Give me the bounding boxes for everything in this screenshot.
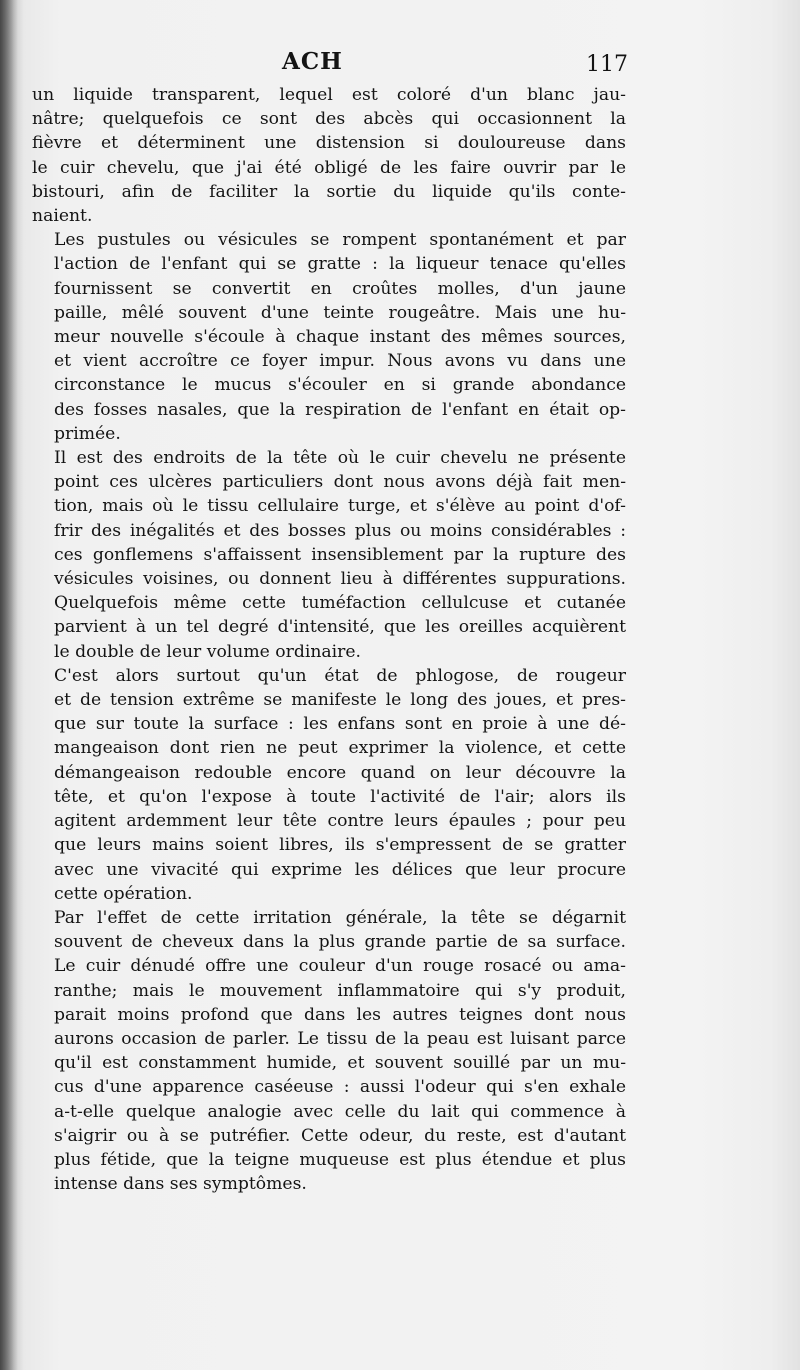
text-line: avec une vivacité qui exprime les délices que leur procure (54, 859, 626, 880)
text-line: agitent ardemment leur tête contre leurs épaules ; pour peu (54, 811, 626, 832)
text-line: a-t-elle quelque analogie avec celle du lait qui commence à (54, 1101, 626, 1122)
text-line: vésicules voisines, ou donnent lieu à différentes suppurations. (54, 569, 626, 590)
text-line: mangeaison dont rien ne peut exprimer la violence, et cette (54, 738, 626, 759)
text-line: et de tension extrême se manifeste le long des joues, et pres- (54, 690, 626, 711)
text-body (32, 83, 626, 1196)
text-line: fièvre et déterminent une distension si douloureuse dans (32, 133, 626, 154)
paragraph (32, 228, 626, 446)
text-line: démangeaison redouble encore quand on leur découvre la (54, 762, 626, 783)
text-line: tête, et qu'on l'expose à toute l'activité de l'air; alors ils (54, 786, 626, 807)
text-line: circonstance le mucus s'écouler en si grande abondance (54, 375, 626, 396)
text-line: le double de leur volume ordinaire. (54, 641, 362, 662)
text-line: Les pustules ou vésicules se rompent spontanément et par (54, 230, 626, 251)
text-line: cette opération. (54, 883, 193, 904)
text-line: Le cuir dénudé offre une couleur d'un rouge rosacé ou ama- (54, 956, 626, 977)
text-line: des fosses nasales, que la respiration de l'enfant en était op- (54, 399, 626, 420)
text-line: parait moins profond que dans les autres teignes dont nous (54, 1004, 626, 1025)
text-line: intense dans ses symptômes. (54, 1174, 307, 1195)
text-line: frir des inégalités et des bosses plus ou moins considérables : (54, 520, 626, 541)
text-line: primée. (54, 423, 121, 444)
text-line: plus fétide, que la teigne muqueuse est plus étendue et plus (54, 1149, 626, 1170)
text-line: point ces ulcères particuliers dont nous avons déjà fait men- (54, 472, 626, 493)
running-head: ACH (282, 48, 343, 75)
text-line: bistouri, afin de faciliter la sortie du liquide qu'ils conte- (32, 181, 626, 202)
text-line: un liquide transparent, lequel est coloré d'un blanc jau- (32, 85, 626, 105)
text-line: que leurs mains soient libres, ils s'empressent de se gratter (54, 835, 626, 856)
text-line: C'est alors surtout qu'un état de phlogose, de rougeur (54, 665, 626, 686)
text-line: nâtre; quelquefois ce sont des abcès qui occasionnent la (32, 109, 626, 130)
text-line: que sur toute la surface : les enfans sont en proie à une dé- (54, 714, 626, 735)
text-line: l'action de l'enfant qui se gratte : la liqueur tenace qu'elles (54, 254, 626, 275)
paragraph (32, 446, 626, 664)
text-line: ces gonflemens s'affaissent insensiblement par la rupture des (54, 544, 626, 565)
text-line: souvent de cheveux dans la plus grande partie de sa surface. (54, 932, 626, 953)
text-line: parvient à un tel degré d'intensité, que les oreilles acquièrent (54, 617, 626, 638)
text-line: tion, mais où le tissu cellulaire turge, et s'élève au point d'of- (54, 496, 626, 517)
text-line: s'aigrir ou à se putréfier. Cette odeur, du reste, est d'autant (54, 1125, 626, 1146)
text-line: aurons occasion de parler. Le tissu de la peau est luisant parce (54, 1028, 626, 1049)
text-line: naient. (32, 206, 93, 227)
text-line: Il est des endroits de la tête où le cuir chevelu ne présente (54, 448, 626, 469)
text-line: paille, mêlé souvent d'une teinte rougeâtre. Mais une hu- (54, 302, 626, 323)
paragraph (32, 906, 626, 1196)
binding-gutter-shadow (0, 0, 18, 1370)
paragraph (32, 83, 626, 228)
text-line: le cuir chevelu, que j'ai été obligé de les faire ouvrir par le (32, 157, 626, 178)
text-line: meur nouvelle s'écoule à chaque instant des mêmes sources, (54, 327, 626, 348)
page-number: 117 (586, 52, 628, 77)
text-line: qu'il est constamment humide, et souvent souillé par un mu- (54, 1053, 626, 1074)
page-header (32, 44, 632, 84)
text-line: cus d'une apparence caséeuse : aussi l'odeur qui s'en exhale (54, 1077, 626, 1098)
text-line: Quelquefois même cette tuméfaction cellulcuse et cutanée (54, 593, 626, 614)
text-line: ranthe; mais le mouvement inflammatoire qui s'y produit, (54, 980, 626, 1001)
paragraph (32, 664, 626, 906)
text-line: et vient accroître ce foyer impur. Nous avons vu dans une (54, 351, 626, 372)
text-line: Par l'effet de cette irritation générale, la tête se dégarnit (54, 907, 626, 928)
text-line: fournissent se convertit en croûtes molles, d'un jaune (54, 278, 626, 299)
